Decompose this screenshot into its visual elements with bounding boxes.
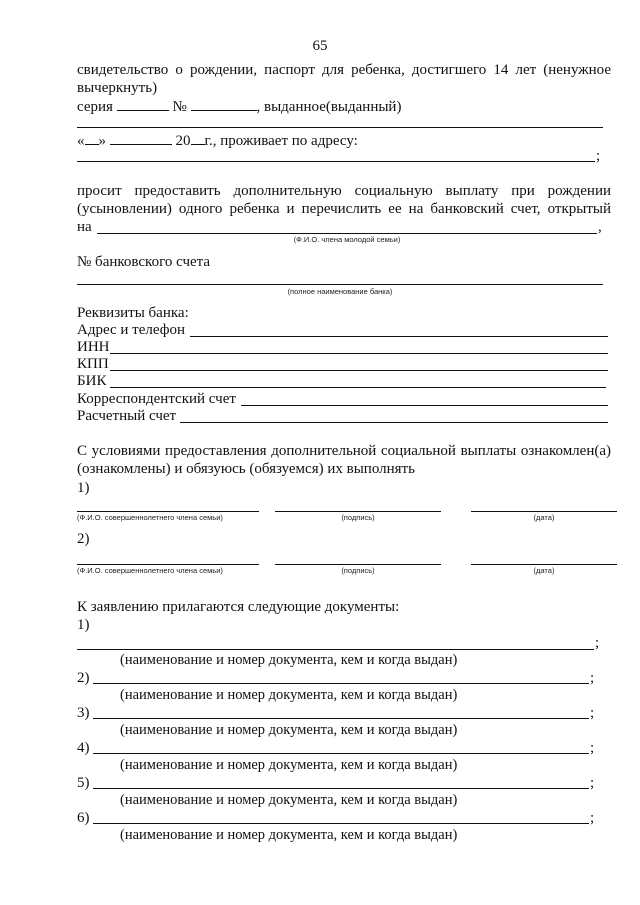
header-line-1: свидетельство о рождении, паспорт для ребенка, достигшего 14 лет (ненужное [77, 62, 611, 78]
bik-field[interactable] [110, 387, 606, 388]
attachment-6-caption: (наименование и номер документа, кем и когда выдан) [120, 827, 458, 843]
kpp-label: КПП [77, 356, 109, 372]
signature-2-name-caption: (Ф.И.О. совершеннолетнего члена семьи) [77, 566, 223, 575]
address-label: г., проживает по адресу: [204, 133, 358, 149]
settlement-account-field[interactable] [180, 422, 608, 423]
attachment-1-caption: (наименование и номер документа, кем и когда выдан) [120, 652, 458, 668]
family-member-name-field[interactable] [97, 233, 597, 234]
corr-account-label: Корреспондентский счет [77, 391, 236, 407]
kpp-field[interactable] [110, 370, 608, 371]
attachment-2-field[interactable] [93, 683, 589, 684]
attachment-3-semicolon: ; [590, 705, 595, 721]
attachment-1-number: 1) [77, 617, 90, 633]
attachment-6-number: 6) [77, 810, 90, 826]
attachment-1-field[interactable] [77, 649, 594, 650]
attachment-5-number: 5) [77, 775, 90, 791]
bank-address-field[interactable] [190, 336, 608, 337]
signature-2-date-field[interactable] [471, 564, 617, 565]
attachment-1-semicolon: ; [595, 635, 600, 651]
bank-name-caption: (полное наименование банка) [287, 287, 393, 296]
request-line-1: просит предоставить дополнительную социальную выплату при рождении [77, 183, 611, 199]
settlement-account-label: Расчетный счет [77, 408, 177, 424]
inn-field[interactable] [110, 353, 608, 354]
signature-1-date-field[interactable] [471, 511, 617, 512]
signature-1-name-field[interactable] [77, 511, 259, 512]
signature-2-date-caption: (дата) [533, 566, 555, 575]
month-field[interactable] [110, 132, 172, 145]
date-open: « [77, 133, 85, 149]
address-field[interactable] [77, 161, 595, 162]
signature-1-name-caption: (Ф.И.О. совершеннолетнего члена семьи) [77, 513, 223, 522]
conditions-line-2: (ознакомлены) и обязуюсь (обязуемся) их выполнять [77, 461, 415, 477]
bik-label: БИК [77, 373, 107, 389]
signature-2-sign-caption: (подпись) [341, 566, 375, 575]
issued-label: , выданное(выданный) [256, 99, 402, 115]
signature-2-sign-field[interactable] [275, 564, 441, 565]
signature-2-number: 2) [77, 531, 90, 547]
attachment-6-semicolon: ; [590, 810, 595, 826]
attachment-4-field[interactable] [93, 753, 589, 754]
family-member-caption: (Ф.И.О. члена молодой семьи) [293, 235, 401, 244]
bank-name-field[interactable] [77, 284, 603, 285]
attachment-4-number: 4) [77, 740, 90, 756]
attachment-3-caption: (наименование и номер документа, кем и когда выдан) [120, 722, 458, 738]
attachment-2-caption: (наименование и номер документа, кем и когда выдан) [120, 687, 458, 703]
date-close: » [98, 133, 106, 149]
attachment-2-semicolon: ; [590, 670, 595, 686]
signature-2-name-field[interactable] [77, 564, 259, 565]
attachment-5-field[interactable] [93, 788, 589, 789]
bank-address-label: Адрес и телефон [77, 322, 185, 338]
conditions-line-1: С условиями предоставления дополнительной социальной выплаты ознакомлен(а) [77, 443, 611, 459]
seria-row [77, 98, 401, 116]
seria-label: серия [77, 99, 113, 115]
date-row [77, 132, 358, 150]
page-number: 65 [312, 38, 328, 54]
attachment-5-caption: (наименование и номер документа, кем и когда выдан) [120, 792, 458, 808]
attachments-title: К заявлению прилагаются следующие документы: [77, 599, 400, 615]
attachment-6-field[interactable] [93, 823, 589, 824]
attachment-4-caption: (наименование и номер документа, кем и когда выдан) [120, 757, 458, 773]
bank-details-title: Реквизиты банка: [77, 305, 189, 321]
request-comma: , [598, 219, 602, 235]
seria-field[interactable] [117, 98, 169, 111]
attachment-4-semicolon: ; [590, 740, 595, 756]
signature-1-sign-caption: (подпись) [341, 513, 375, 522]
header-line-2: вычеркнуть) [77, 80, 158, 96]
number-sign: № [172, 99, 187, 115]
day-field[interactable] [85, 132, 99, 145]
issued-by-field[interactable] [77, 127, 603, 128]
attachment-2-number: 2) [77, 670, 90, 686]
request-line-2: (усыновлении) одного ребенка и перечислить ее на банковский счет, открытый [77, 201, 611, 217]
signature-1-sign-field[interactable] [275, 511, 441, 512]
year-prefix: 20 [175, 133, 191, 149]
signature-1-date-caption: (дата) [533, 513, 555, 522]
bank-account-label: № банковского счета [77, 254, 211, 270]
attachment-3-number: 3) [77, 705, 90, 721]
attachment-3-field[interactable] [93, 718, 589, 719]
attachment-5-semicolon: ; [590, 775, 595, 791]
inn-label: ИНН [77, 339, 110, 355]
request-on-label: на [77, 219, 92, 235]
signature-1-number: 1) [77, 480, 90, 496]
corr-account-field[interactable] [241, 405, 608, 406]
number-field[interactable] [191, 98, 257, 111]
address-semicolon: ; [596, 148, 601, 164]
year-field[interactable] [191, 132, 205, 145]
